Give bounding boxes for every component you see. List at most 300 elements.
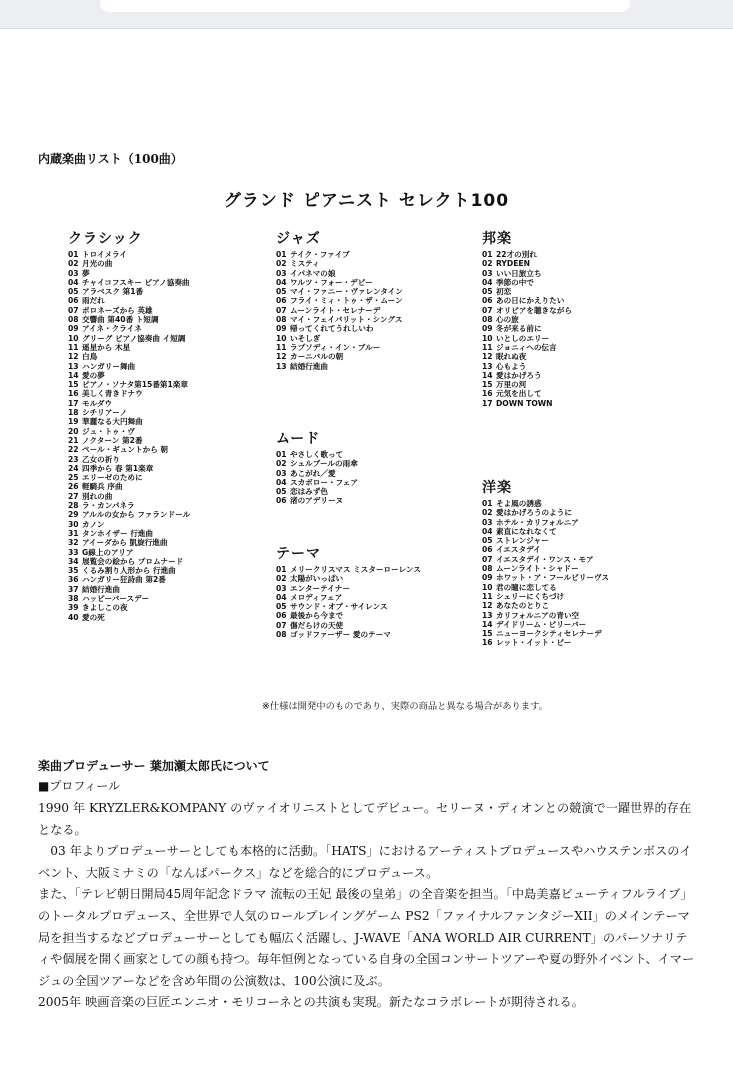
song-title: フライ・ミィ・トゥ・ザ・ムーン (290, 296, 403, 306)
song-item (276, 611, 421, 620)
song-title: 美しく青きドナウ (82, 389, 143, 399)
song-title: グリーグ ピアノ協奏曲 イ短調 (82, 333, 186, 343)
song-number: 02 (276, 459, 287, 469)
song-title: いい日旅立ち (496, 268, 542, 278)
song-item (68, 529, 190, 538)
song-title: チャイコフスキー ピアノ協奏曲 (82, 277, 190, 287)
song-item (68, 436, 190, 445)
song-title: ノクターン 第2番 (82, 435, 143, 445)
song-item (482, 324, 572, 333)
song-title: 最後から今まで (290, 611, 344, 621)
song-item (68, 352, 190, 361)
song-title: イエスタデイ・ワンス・モア (496, 554, 594, 564)
song-item (68, 278, 190, 287)
song-title: ラ・カンパネラ (82, 501, 135, 511)
song-item (276, 630, 421, 639)
song-item (68, 566, 190, 575)
song-title: 展覧会の絵から プロムナード (82, 556, 184, 566)
song-number: 08 (482, 315, 493, 325)
song-number: 11 (482, 342, 493, 352)
song-number: 12 (68, 352, 79, 362)
song-number: 20 (68, 426, 79, 436)
song-number: 14 (482, 619, 493, 629)
song-number: 17 (68, 398, 79, 408)
song-title: 夢 (82, 268, 90, 278)
song-number: 11 (68, 342, 79, 352)
song-title: アイネ・クライネ (82, 324, 142, 334)
column-middle-theme (276, 543, 421, 639)
song-item (482, 399, 572, 408)
song-number: 28 (68, 501, 79, 511)
song-item (276, 334, 403, 343)
song-title: 結婚行進曲 (290, 361, 328, 371)
category-title-mood: ムード (276, 431, 321, 447)
song-number: 02 (276, 259, 287, 269)
song-title: ペール・ギュントから 朝 (82, 445, 169, 455)
category-title-classic: クラシック (68, 231, 143, 247)
song-item (68, 557, 190, 566)
song-item (482, 629, 609, 638)
song-number: 14 (482, 370, 493, 380)
song-item (482, 250, 572, 259)
song-title: アルルの女から ファランドール (82, 510, 191, 520)
song-title: 軽騎兵 序曲 (82, 482, 123, 492)
song-number: 26 (68, 482, 79, 492)
song-number: 06 (276, 296, 287, 306)
song-title: ポロネーズから 英雄 (82, 305, 153, 315)
song-number: 07 (68, 305, 79, 315)
song-title: あこがれ／愛 (290, 468, 336, 478)
song-title: 白鳥 (82, 352, 98, 362)
song-title: 愛の死 (82, 612, 105, 622)
song-number: 34 (68, 556, 79, 566)
song-title: 愛の夢 (82, 370, 105, 380)
song-title: 万里の河 (496, 380, 527, 390)
song-number: 13 (482, 610, 493, 620)
song-item (482, 573, 609, 582)
song-number: 01 (276, 565, 287, 574)
song-number: 25 (68, 473, 79, 483)
category-title-jazz: ジャズ (276, 231, 321, 247)
song-item (68, 250, 190, 259)
song-item (68, 464, 190, 473)
song-title: ハンガリー狂詩曲 第2番 (82, 575, 166, 585)
song-number: 15 (482, 629, 493, 639)
song-number: 06 (276, 496, 287, 506)
song-number: 08 (276, 315, 287, 325)
song-number: 01 (68, 250, 79, 259)
song-item (276, 315, 403, 324)
song-item (482, 499, 609, 508)
song-title: オリビアを聴きながら (496, 305, 572, 315)
song-title: DOWN TOWN (496, 398, 553, 408)
song-number: 04 (276, 277, 287, 287)
song-title: 元気を出して (496, 389, 542, 399)
song-list-western (482, 499, 609, 648)
song-item (276, 250, 403, 259)
song-item (482, 508, 609, 517)
song-number: 02 (482, 259, 493, 269)
song-title: 初恋 (496, 287, 512, 297)
song-item (276, 450, 358, 459)
column-right (482, 228, 572, 408)
song-item (482, 278, 572, 287)
song-title: 華麗なる大円舞曲 (82, 417, 143, 427)
song-number: 14 (68, 370, 79, 380)
song-item (68, 520, 190, 529)
song-item (482, 518, 609, 527)
song-item (482, 306, 572, 315)
song-title: メロディフェア (290, 592, 343, 602)
song-item (68, 585, 190, 594)
song-list-classic (68, 250, 190, 622)
song-item (482, 611, 609, 620)
song-title: 月光の曲 (82, 259, 113, 269)
song-item (68, 259, 190, 268)
song-number: 27 (68, 491, 79, 501)
song-title: 愛はかげろうのように (496, 508, 572, 518)
song-number: 10 (482, 582, 493, 592)
song-item (276, 296, 403, 305)
song-item (482, 343, 572, 352)
song-number: 15 (68, 380, 79, 390)
song-title: アラベスク 第1番 (82, 287, 144, 297)
song-number: 12 (276, 352, 287, 362)
song-item (68, 427, 190, 436)
song-title: ムーンライト・セレナーデ (290, 305, 381, 315)
song-title: エリーゼのために (82, 473, 143, 483)
song-item (68, 399, 190, 408)
song-title: イエスタデイ (496, 545, 541, 555)
song-number: 01 (276, 450, 287, 459)
song-list-jpop (482, 250, 572, 408)
song-item (68, 455, 190, 464)
song-title: カリフォルニアの青い空 (496, 610, 580, 620)
song-number: 11 (276, 342, 287, 352)
song-number: 16 (482, 389, 493, 399)
song-title: 帰ってくれてうれしいわ (290, 324, 374, 334)
song-number: 13 (276, 361, 287, 371)
song-number: 10 (68, 333, 79, 343)
song-number: 38 (68, 593, 79, 603)
song-title: メリークリスマス ミスターローレンス (290, 565, 421, 574)
song-number: 10 (482, 333, 493, 343)
song-title: ムーンライト・シャドー (496, 564, 579, 574)
song-number: 02 (482, 508, 493, 518)
song-item (482, 545, 609, 554)
song-title: アイーダから 凱旋行進曲 (82, 538, 168, 548)
song-number: 07 (482, 305, 493, 315)
song-title: 交響曲 第40番 ト短調 (82, 315, 159, 325)
song-title: デイドリーム・ビリーバー (496, 619, 587, 629)
song-item (482, 296, 572, 305)
song-list-theme (276, 565, 421, 639)
song-item (68, 315, 190, 324)
song-item (68, 296, 190, 305)
song-title: マイ・フェイバリット・シングス (290, 315, 403, 325)
song-title: エンターテイナー (290, 583, 350, 593)
song-title: シェルブールの雨傘 (290, 459, 358, 469)
song-number: 04 (482, 277, 493, 287)
song-number: 13 (68, 361, 79, 371)
song-item (276, 278, 403, 287)
song-title: 傷だらけの天使 (290, 620, 344, 630)
song-number: 10 (276, 333, 287, 343)
song-title: 別れの曲 (82, 491, 113, 501)
song-title: 乙女の祈り (82, 454, 120, 464)
song-title: ニューヨークシティセレナーデ (496, 629, 602, 639)
song-item (276, 362, 403, 371)
song-number: 11 (482, 591, 493, 601)
song-item (276, 584, 421, 593)
column-left (68, 228, 190, 622)
song-item (276, 352, 403, 361)
song-title: 季節の中で (496, 277, 534, 287)
song-title: ホワット・ア・フールビリーヴス (496, 573, 609, 583)
column-middle (276, 228, 403, 371)
song-title: 愛はかげろう (496, 370, 542, 380)
browser-top-bar (0, 0, 733, 29)
song-title: ワルツ・フォー・デビー (290, 277, 373, 287)
song-title: モルダウ (82, 398, 113, 408)
song-number: 05 (68, 287, 79, 297)
song-title: レット・イット・ビー (496, 638, 572, 648)
song-number: 05 (276, 602, 287, 612)
song-title: タンホイザー 行進曲 (82, 528, 153, 538)
song-item (482, 527, 609, 536)
profile-body (38, 798, 698, 1014)
song-number: 05 (276, 487, 287, 497)
song-item (68, 269, 190, 278)
song-title: ゴッドファーザー 愛のテーマ (290, 630, 391, 640)
song-number: 30 (68, 519, 79, 529)
song-item (68, 501, 190, 510)
song-number: 07 (276, 620, 287, 630)
song-title: 22才の別れ (496, 250, 537, 259)
song-number: 09 (276, 324, 287, 334)
song-title: 冬が来る前に (496, 324, 542, 334)
song-number: 29 (68, 510, 79, 520)
song-number: 40 (68, 612, 79, 622)
song-item (482, 638, 609, 647)
song-item (68, 445, 190, 454)
song-title: いそしぎ (290, 333, 321, 343)
song-number: 04 (68, 277, 79, 287)
profile-label: ■プロフィール (38, 779, 121, 793)
song-item (68, 482, 190, 491)
song-number: 39 (68, 603, 79, 613)
song-title: サウンド・オブ・サイレンス (290, 602, 388, 612)
song-title: 心もよう (496, 361, 527, 371)
song-number: 09 (482, 324, 493, 334)
song-number: 04 (276, 592, 287, 602)
song-title: 心の旅 (496, 315, 519, 325)
song-title: イパネマの娘 (290, 268, 336, 278)
song-number: 01 (482, 499, 493, 508)
song-number: 15 (482, 380, 493, 390)
song-title: 素直になれなくて (496, 526, 557, 536)
song-title: 結婚行進曲 (82, 584, 120, 594)
song-number: 07 (276, 305, 287, 315)
song-item (276, 565, 421, 574)
column-middle-mood (276, 428, 358, 506)
song-number: 31 (68, 528, 79, 538)
song-number: 03 (482, 268, 493, 278)
song-item (68, 594, 190, 603)
song-title: トロイメライ (82, 250, 128, 259)
song-title: ラプソディ・イン・ブルー (290, 342, 381, 352)
product-title: グランド ピアニスト セレクト100 (223, 191, 510, 211)
song-list-jazz (276, 250, 403, 371)
song-item (68, 510, 190, 519)
song-number: 16 (482, 638, 493, 648)
song-number: 06 (68, 296, 79, 306)
song-number: 33 (68, 547, 79, 557)
song-item (276, 306, 403, 315)
song-item (68, 492, 190, 501)
song-title: 渚のアデリーヌ (290, 496, 344, 506)
song-item (276, 324, 403, 333)
song-title: カノン (82, 519, 105, 529)
song-item (276, 593, 421, 602)
song-title: ジュ・トゥ・ヴ (82, 426, 135, 436)
song-number: 05 (276, 287, 287, 297)
song-item (276, 343, 403, 352)
song-number: 03 (276, 583, 287, 593)
song-number: 03 (276, 268, 287, 278)
song-item (68, 548, 190, 557)
song-title: 太陽がいっぱい (290, 574, 344, 584)
song-number: 06 (482, 296, 493, 306)
song-item (276, 269, 403, 278)
song-title: シェリーにくちづけ (496, 591, 565, 601)
song-item (68, 306, 190, 315)
song-item (482, 601, 609, 610)
song-title: いとしのエリー (496, 333, 550, 343)
song-number: 09 (68, 324, 79, 334)
song-title: くるみ割り人形から 行進曲 (82, 566, 176, 576)
song-title: ピアノ・ソナタ第15番第1楽章 (82, 380, 188, 390)
category-title-theme: テーマ (276, 546, 321, 562)
song-title: ストレンジャー (496, 536, 549, 546)
song-number: 09 (482, 573, 493, 583)
song-item (68, 324, 190, 333)
song-title: カーニバルの朝 (290, 352, 344, 362)
song-number: 36 (68, 575, 79, 585)
song-item (482, 583, 609, 592)
spec-note: ※仕様は開発中のものであり、実際の商品と異なる場合があります。 (262, 701, 548, 712)
song-item (276, 621, 421, 630)
profile-paragraph: 03 年よりプロデューサーとしても本格的に活動。「HATS」におけるアーティストプロデュースやハウステンボスのイベント、大阪ミナミの「なんばパークス」などを総合的にプロデュース。 (38, 844, 692, 880)
song-title: ハンガリー舞曲 (82, 361, 136, 371)
song-title: ジョニィへの伝言 (496, 342, 557, 352)
song-item (68, 362, 190, 371)
song-item (482, 555, 609, 564)
song-number: 01 (276, 250, 287, 259)
song-number: 08 (276, 630, 287, 640)
song-item (482, 352, 572, 361)
song-title: ハッピーバースデー (82, 593, 150, 603)
song-title: そよ風の誘惑 (496, 499, 542, 508)
song-number: 01 (482, 250, 493, 259)
song-title: きよしこの夜 (82, 603, 128, 613)
song-item (68, 613, 190, 622)
song-number: 03 (482, 517, 493, 527)
song-number: 03 (68, 268, 79, 278)
song-title: 遥星から 木星 (82, 342, 131, 352)
song-item (68, 603, 190, 612)
song-title: あなたのとりこ (496, 601, 550, 611)
song-item (482, 259, 572, 268)
song-number: 05 (482, 287, 493, 297)
song-item (276, 459, 358, 468)
song-item (482, 334, 572, 343)
song-title: 恋はみず色 (290, 487, 328, 497)
song-list-mood (276, 450, 358, 506)
song-item (276, 496, 358, 505)
song-number: 23 (68, 454, 79, 464)
song-item (276, 574, 421, 583)
song-item (482, 362, 572, 371)
category-title-jpop: 邦楽 (482, 231, 512, 247)
song-number: 13 (482, 361, 493, 371)
song-number: 21 (68, 435, 79, 445)
song-item (68, 343, 190, 352)
song-title: スカボロー・フェア (290, 477, 358, 487)
song-number: 06 (482, 545, 493, 555)
song-number: 08 (482, 564, 493, 574)
song-item (68, 575, 190, 584)
song-item (68, 334, 190, 343)
song-title: 眠れぬ夜 (496, 352, 527, 362)
song-item (276, 478, 358, 487)
song-title: マイ・ファニー・ヴァレンタイン (290, 287, 403, 297)
song-title: 君の瞳に恋してる (496, 582, 557, 592)
song-item (276, 259, 403, 268)
song-number: 02 (68, 259, 79, 269)
song-number: 35 (68, 566, 79, 576)
address-bar[interactable] (100, 0, 630, 12)
song-number: 12 (482, 352, 493, 362)
song-number: 32 (68, 538, 79, 548)
profile-paragraph: 2005年 映画音楽の巨匠エンニオ・モリコーネとの共演も実現。新たなコラボレートが期待される。 (38, 995, 584, 1010)
song-title: やさしく歌って (290, 450, 344, 459)
song-item (482, 315, 572, 324)
song-title: テイク・ファイブ (290, 250, 350, 259)
song-item (68, 408, 190, 417)
song-number: 08 (68, 315, 79, 325)
song-item (68, 371, 190, 380)
song-item (68, 389, 190, 398)
song-number: 37 (68, 584, 79, 594)
song-item (482, 620, 609, 629)
song-item (68, 417, 190, 426)
song-list-title: 内蔵楽曲リスト（100曲） (38, 152, 183, 166)
song-item (68, 538, 190, 547)
song-number: 04 (482, 526, 493, 536)
song-number: 06 (276, 611, 287, 621)
song-item (482, 371, 572, 380)
song-number: 07 (482, 554, 493, 564)
song-number: 12 (482, 601, 493, 611)
column-right-western (482, 477, 609, 648)
song-number: 02 (276, 574, 287, 584)
song-title: あの日にかえりたい (496, 296, 565, 306)
profile-paragraph: 1990 年 KRYZLER&KOMPANY のヴァイオリニストとしてデビュー。セリーヌ・ディオンとの競演で一躍世界的存在となる。 (38, 801, 692, 837)
category-title-western: 洋楽 (482, 480, 512, 496)
song-title: G線上のアリア (82, 547, 134, 557)
song-number: 04 (276, 477, 287, 487)
